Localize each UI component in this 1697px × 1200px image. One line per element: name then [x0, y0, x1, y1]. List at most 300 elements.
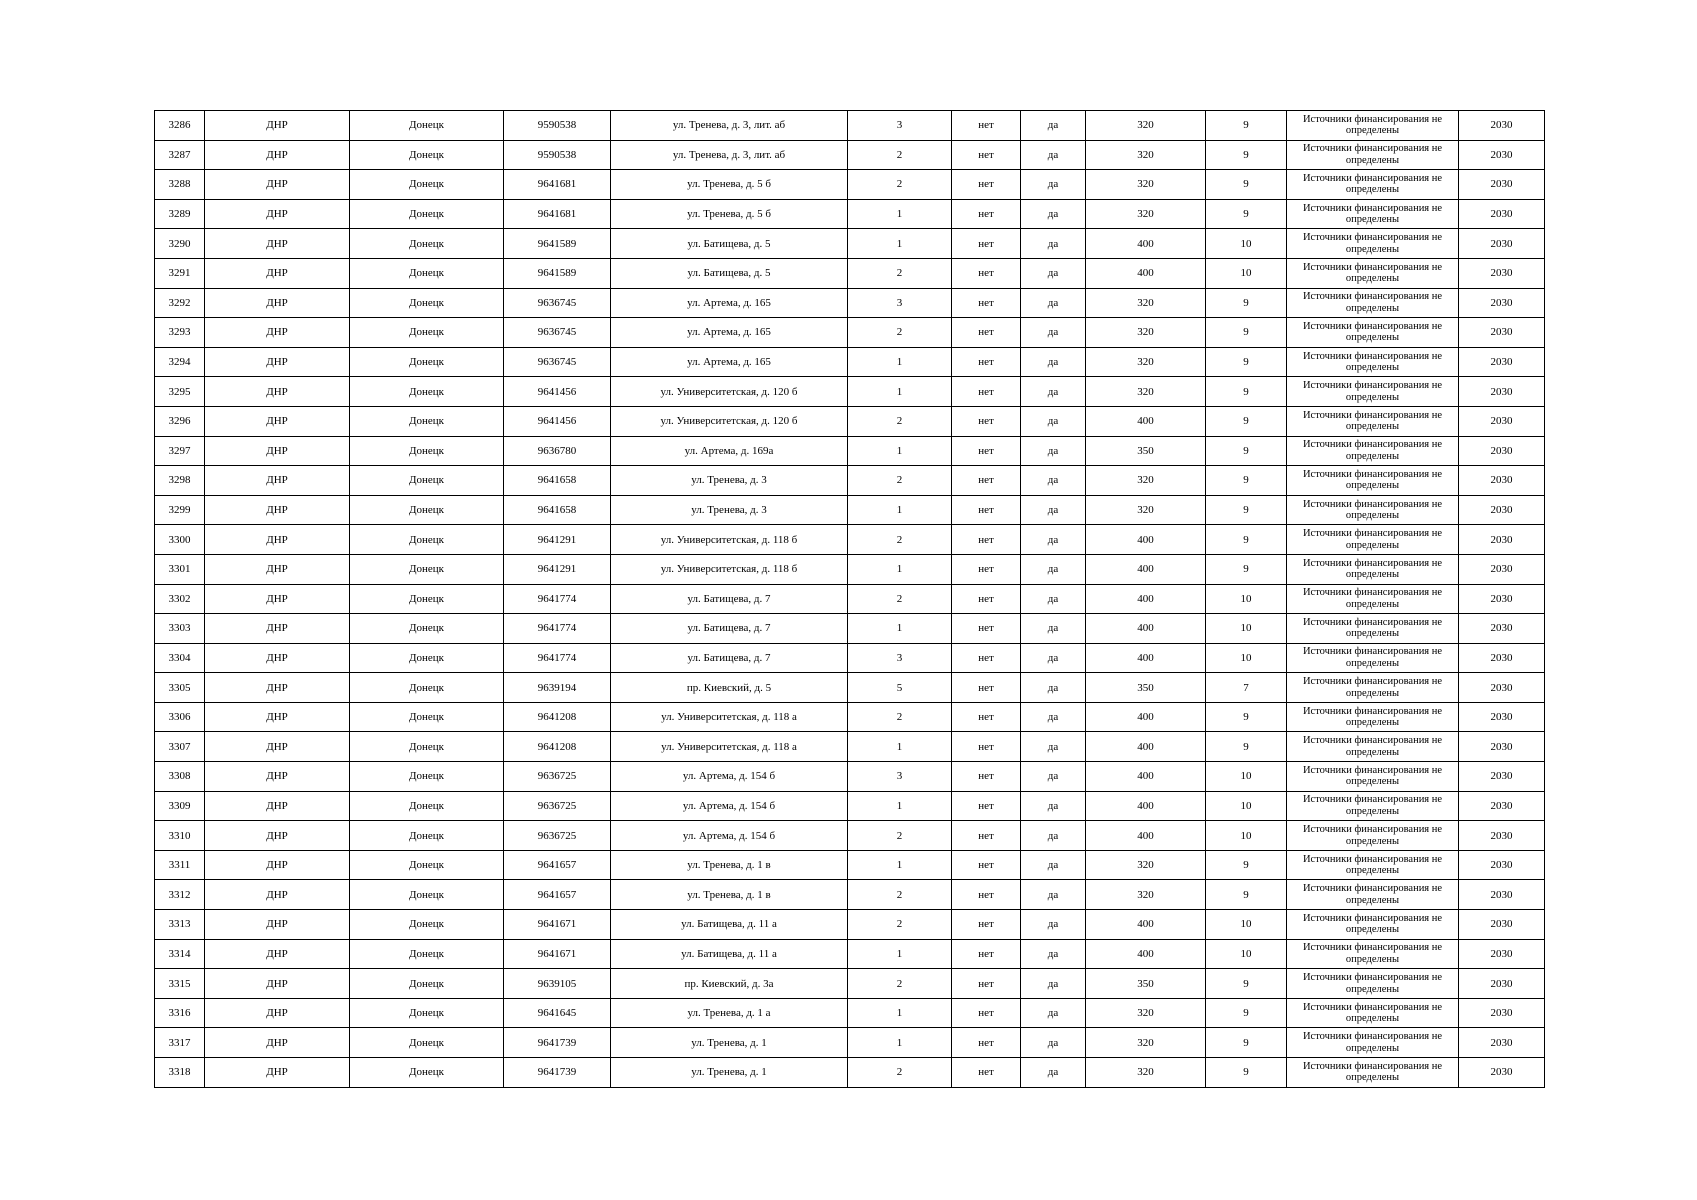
quantity-cell: 9 — [1206, 406, 1287, 436]
year-cell: 2030 — [1459, 1028, 1545, 1058]
funding-note-cell: Источники финансирования не определены — [1287, 614, 1459, 644]
object-code-cell: 9641589 — [504, 229, 611, 259]
row-number-cell: 3316 — [155, 998, 205, 1028]
entrance-cell: 2 — [848, 584, 952, 614]
row-number-cell: 3298 — [155, 466, 205, 496]
table-row — [155, 199, 1545, 229]
funding-note-cell: Источники финансирования не определены — [1287, 1058, 1459, 1088]
address-cell: ул. Артема, д. 169а — [611, 436, 848, 466]
amount-cell: 320 — [1086, 377, 1206, 407]
flag-no-cell: нет — [952, 258, 1021, 288]
year-cell: 2030 — [1459, 732, 1545, 762]
address-cell: ул. Университетская, д. 118 б — [611, 525, 848, 555]
amount-cell: 320 — [1086, 347, 1206, 377]
funding-note-cell: Источники финансирования не определены — [1287, 821, 1459, 851]
amount-cell: 320 — [1086, 288, 1206, 318]
data-table — [154, 110, 1545, 1088]
table-row — [155, 436, 1545, 466]
object-code-cell: 9641291 — [504, 554, 611, 584]
quantity-cell: 9 — [1206, 318, 1287, 348]
quantity-cell: 9 — [1206, 111, 1287, 141]
quantity-cell: 9 — [1206, 702, 1287, 732]
city-cell: Донецк — [350, 998, 504, 1028]
amount-cell: 320 — [1086, 318, 1206, 348]
flag-no-cell: нет — [952, 466, 1021, 496]
table-row — [155, 170, 1545, 200]
flag-no-cell: нет — [952, 614, 1021, 644]
row-number-cell: 3296 — [155, 406, 205, 436]
flag-yes-cell: да — [1021, 347, 1086, 377]
flag-no-cell: нет — [952, 762, 1021, 792]
table-row — [155, 495, 1545, 525]
flag-no-cell: нет — [952, 643, 1021, 673]
year-cell: 2030 — [1459, 939, 1545, 969]
table-row — [155, 111, 1545, 141]
funding-note-cell: Источники финансирования не определены — [1287, 762, 1459, 792]
table-row — [155, 347, 1545, 377]
table-row — [155, 584, 1545, 614]
city-cell: Донецк — [350, 791, 504, 821]
table-row — [155, 258, 1545, 288]
quantity-cell: 9 — [1206, 554, 1287, 584]
flag-yes-cell: да — [1021, 199, 1086, 229]
region-cell: ДНР — [205, 910, 350, 940]
table-row — [155, 614, 1545, 644]
entrance-cell: 2 — [848, 466, 952, 496]
address-cell: ул. Тренева, д. 3, лит. аб — [611, 140, 848, 170]
object-code-cell: 9641671 — [504, 910, 611, 940]
table-row — [155, 1058, 1545, 1088]
year-cell: 2030 — [1459, 466, 1545, 496]
table-row — [155, 732, 1545, 762]
amount-cell: 400 — [1086, 791, 1206, 821]
address-cell: ул. Батищева, д. 11 а — [611, 910, 848, 940]
amount-cell: 400 — [1086, 939, 1206, 969]
row-number-cell: 3306 — [155, 702, 205, 732]
table-row — [155, 318, 1545, 348]
funding-note-cell: Источники финансирования не определены — [1287, 111, 1459, 141]
flag-yes-cell: да — [1021, 584, 1086, 614]
amount-cell: 400 — [1086, 554, 1206, 584]
flag-yes-cell: да — [1021, 673, 1086, 703]
table-row — [155, 140, 1545, 170]
address-cell: ул. Тренева, д. 3, лит. аб — [611, 111, 848, 141]
funding-note-cell: Источники финансирования не определены — [1287, 199, 1459, 229]
amount-cell: 320 — [1086, 466, 1206, 496]
entrance-cell: 1 — [848, 495, 952, 525]
region-cell: ДНР — [205, 821, 350, 851]
flag-no-cell: нет — [952, 939, 1021, 969]
amount-cell: 320 — [1086, 1058, 1206, 1088]
city-cell: Донецк — [350, 643, 504, 673]
region-cell: ДНР — [205, 347, 350, 377]
year-cell: 2030 — [1459, 288, 1545, 318]
flag-yes-cell: да — [1021, 1058, 1086, 1088]
flag-yes-cell: да — [1021, 762, 1086, 792]
funding-note-cell: Источники финансирования не определены — [1287, 702, 1459, 732]
entrance-cell: 2 — [848, 910, 952, 940]
address-cell: ул. Батищева, д. 5 — [611, 258, 848, 288]
amount-cell: 400 — [1086, 732, 1206, 762]
quantity-cell: 9 — [1206, 525, 1287, 555]
city-cell: Донецк — [350, 111, 504, 141]
quantity-cell: 9 — [1206, 495, 1287, 525]
city-cell: Донецк — [350, 702, 504, 732]
amount-cell: 400 — [1086, 406, 1206, 436]
table-row — [155, 850, 1545, 880]
flag-yes-cell: да — [1021, 821, 1086, 851]
funding-note-cell: Источники финансирования не определены — [1287, 910, 1459, 940]
region-cell: ДНР — [205, 288, 350, 318]
quantity-cell: 10 — [1206, 939, 1287, 969]
address-cell: ул. Артема, д. 165 — [611, 347, 848, 377]
funding-note-cell: Источники финансирования не определены — [1287, 584, 1459, 614]
entrance-cell: 2 — [848, 969, 952, 999]
region-cell: ДНР — [205, 466, 350, 496]
funding-note-cell: Источники финансирования не определены — [1287, 732, 1459, 762]
flag-no-cell: нет — [952, 525, 1021, 555]
entrance-cell: 1 — [848, 554, 952, 584]
flag-yes-cell: да — [1021, 525, 1086, 555]
entrance-cell: 1 — [848, 998, 952, 1028]
row-number-cell: 3299 — [155, 495, 205, 525]
city-cell: Донецк — [350, 406, 504, 436]
entrance-cell: 3 — [848, 762, 952, 792]
flag-no-cell: нет — [952, 377, 1021, 407]
entrance-cell: 2 — [848, 880, 952, 910]
amount-cell: 320 — [1086, 199, 1206, 229]
object-code-cell: 9636725 — [504, 821, 611, 851]
region-cell: ДНР — [205, 377, 350, 407]
funding-note-cell: Источники финансирования не определены — [1287, 140, 1459, 170]
table-row — [155, 377, 1545, 407]
flag-yes-cell: да — [1021, 643, 1086, 673]
quantity-cell: 10 — [1206, 258, 1287, 288]
city-cell: Донецк — [350, 377, 504, 407]
flag-yes-cell: да — [1021, 111, 1086, 141]
entrance-cell: 3 — [848, 288, 952, 318]
amount-cell: 350 — [1086, 673, 1206, 703]
flag-yes-cell: да — [1021, 170, 1086, 200]
city-cell: Донецк — [350, 584, 504, 614]
quantity-cell: 9 — [1206, 998, 1287, 1028]
table-row — [155, 939, 1545, 969]
year-cell: 2030 — [1459, 998, 1545, 1028]
object-code-cell: 9641774 — [504, 614, 611, 644]
region-cell: ДНР — [205, 762, 350, 792]
city-cell: Донецк — [350, 880, 504, 910]
address-cell: ул. Батищева, д. 11 а — [611, 939, 848, 969]
amount-cell: 320 — [1086, 880, 1206, 910]
row-number-cell: 3315 — [155, 969, 205, 999]
flag-no-cell: нет — [952, 318, 1021, 348]
entrance-cell: 1 — [848, 614, 952, 644]
year-cell: 2030 — [1459, 554, 1545, 584]
city-cell: Донецк — [350, 258, 504, 288]
flag-yes-cell: да — [1021, 258, 1086, 288]
funding-note-cell: Источники финансирования не определены — [1287, 969, 1459, 999]
city-cell: Донецк — [350, 229, 504, 259]
year-cell: 2030 — [1459, 406, 1545, 436]
amount-cell: 400 — [1086, 762, 1206, 792]
quantity-cell: 9 — [1206, 377, 1287, 407]
address-cell: ул. Батищева, д. 7 — [611, 614, 848, 644]
entrance-cell: 2 — [848, 702, 952, 732]
year-cell: 2030 — [1459, 347, 1545, 377]
amount-cell: 400 — [1086, 258, 1206, 288]
entrance-cell: 2 — [848, 1058, 952, 1088]
region-cell: ДНР — [205, 1058, 350, 1088]
table-row — [155, 525, 1545, 555]
table-row — [155, 821, 1545, 851]
object-code-cell: 9636725 — [504, 791, 611, 821]
region-cell: ДНР — [205, 791, 350, 821]
object-code-cell: 9641681 — [504, 199, 611, 229]
flag-yes-cell: да — [1021, 1028, 1086, 1058]
address-cell: пр. Киевский, д. 5 — [611, 673, 848, 703]
quantity-cell: 9 — [1206, 850, 1287, 880]
amount-cell: 320 — [1086, 495, 1206, 525]
object-code-cell: 9641774 — [504, 643, 611, 673]
funding-note-cell: Источники финансирования не определены — [1287, 850, 1459, 880]
flag-yes-cell: да — [1021, 998, 1086, 1028]
flag-yes-cell: да — [1021, 554, 1086, 584]
entrance-cell: 2 — [848, 525, 952, 555]
row-number-cell: 3312 — [155, 880, 205, 910]
object-code-cell: 9641671 — [504, 939, 611, 969]
quantity-cell: 9 — [1206, 880, 1287, 910]
entrance-cell: 1 — [848, 199, 952, 229]
region-cell: ДНР — [205, 436, 350, 466]
city-cell: Донецк — [350, 1058, 504, 1088]
table-row — [155, 288, 1545, 318]
flag-yes-cell: да — [1021, 702, 1086, 732]
quantity-cell: 9 — [1206, 436, 1287, 466]
row-number-cell: 3302 — [155, 584, 205, 614]
year-cell: 2030 — [1459, 643, 1545, 673]
table-row — [155, 466, 1545, 496]
year-cell: 2030 — [1459, 111, 1545, 141]
region-cell: ДНР — [205, 673, 350, 703]
year-cell: 2030 — [1459, 170, 1545, 200]
object-code-cell: 9641291 — [504, 525, 611, 555]
row-number-cell: 3311 — [155, 850, 205, 880]
address-cell: ул. Тренева, д. 5 б — [611, 170, 848, 200]
quantity-cell: 9 — [1206, 1028, 1287, 1058]
entrance-cell: 1 — [848, 791, 952, 821]
city-cell: Донецк — [350, 969, 504, 999]
object-code-cell: 9641739 — [504, 1028, 611, 1058]
object-code-cell: 9641589 — [504, 258, 611, 288]
flag-yes-cell: да — [1021, 850, 1086, 880]
entrance-cell: 2 — [848, 258, 952, 288]
region-cell: ДНР — [205, 111, 350, 141]
entrance-cell: 1 — [848, 939, 952, 969]
year-cell: 2030 — [1459, 969, 1545, 999]
amount-cell: 320 — [1086, 998, 1206, 1028]
city-cell: Донецк — [350, 495, 504, 525]
year-cell: 2030 — [1459, 377, 1545, 407]
quantity-cell: 10 — [1206, 584, 1287, 614]
object-code-cell: 9641681 — [504, 170, 611, 200]
city-cell: Донецк — [350, 939, 504, 969]
quantity-cell: 9 — [1206, 140, 1287, 170]
amount-cell: 350 — [1086, 436, 1206, 466]
address-cell: ул. Университетская, д. 118 б — [611, 554, 848, 584]
region-cell: ДНР — [205, 939, 350, 969]
flag-no-cell: нет — [952, 821, 1021, 851]
row-number-cell: 3313 — [155, 910, 205, 940]
amount-cell: 400 — [1086, 910, 1206, 940]
year-cell: 2030 — [1459, 880, 1545, 910]
year-cell: 2030 — [1459, 821, 1545, 851]
city-cell: Донецк — [350, 318, 504, 348]
flag-no-cell: нет — [952, 288, 1021, 318]
quantity-cell: 9 — [1206, 170, 1287, 200]
city-cell: Донецк — [350, 199, 504, 229]
address-cell: ул. Артема, д. 154 б — [611, 821, 848, 851]
city-cell: Донецк — [350, 762, 504, 792]
year-cell: 2030 — [1459, 199, 1545, 229]
object-code-cell: 9641657 — [504, 850, 611, 880]
flag-yes-cell: да — [1021, 495, 1086, 525]
entrance-cell: 2 — [848, 821, 952, 851]
flag-no-cell: нет — [952, 347, 1021, 377]
address-cell: ул. Тренева, д. 1 — [611, 1028, 848, 1058]
table-row — [155, 406, 1545, 436]
row-number-cell: 3292 — [155, 288, 205, 318]
table-row — [155, 554, 1545, 584]
city-cell: Донецк — [350, 614, 504, 644]
flag-no-cell: нет — [952, 111, 1021, 141]
object-code-cell: 9636725 — [504, 762, 611, 792]
city-cell: Донецк — [350, 466, 504, 496]
object-code-cell: 9641658 — [504, 495, 611, 525]
amount-cell: 400 — [1086, 229, 1206, 259]
entrance-cell: 1 — [848, 850, 952, 880]
quantity-cell: 9 — [1206, 199, 1287, 229]
region-cell: ДНР — [205, 554, 350, 584]
object-code-cell: 9641657 — [504, 880, 611, 910]
flag-no-cell: нет — [952, 140, 1021, 170]
entrance-cell: 2 — [848, 170, 952, 200]
row-number-cell: 3308 — [155, 762, 205, 792]
funding-note-cell: Источники финансирования не определены — [1287, 643, 1459, 673]
table-row — [155, 969, 1545, 999]
flag-yes-cell: да — [1021, 939, 1086, 969]
region-cell: ДНР — [205, 140, 350, 170]
address-cell: ул. Тренева, д. 5 б — [611, 199, 848, 229]
amount-cell: 400 — [1086, 584, 1206, 614]
address-cell: ул. Тренева, д. 3 — [611, 495, 848, 525]
funding-note-cell: Источники финансирования не определены — [1287, 347, 1459, 377]
quantity-cell: 10 — [1206, 229, 1287, 259]
region-cell: ДНР — [205, 495, 350, 525]
entrance-cell: 2 — [848, 406, 952, 436]
funding-note-cell: Источники финансирования не определены — [1287, 1028, 1459, 1058]
table-row — [155, 229, 1545, 259]
entrance-cell: 1 — [848, 436, 952, 466]
city-cell: Донецк — [350, 821, 504, 851]
entrance-cell: 1 — [848, 347, 952, 377]
funding-note-cell: Источники финансирования не определены — [1287, 525, 1459, 555]
funding-note-cell: Источники финансирования не определены — [1287, 880, 1459, 910]
entrance-cell: 1 — [848, 732, 952, 762]
year-cell: 2030 — [1459, 318, 1545, 348]
year-cell: 2030 — [1459, 850, 1545, 880]
year-cell: 2030 — [1459, 584, 1545, 614]
flag-no-cell: нет — [952, 880, 1021, 910]
row-number-cell: 3295 — [155, 377, 205, 407]
region-cell: ДНР — [205, 584, 350, 614]
funding-note-cell: Источники финансирования не определены — [1287, 377, 1459, 407]
flag-yes-cell: да — [1021, 910, 1086, 940]
funding-note-cell: Источники финансирования не определены — [1287, 406, 1459, 436]
region-cell: ДНР — [205, 732, 350, 762]
table-row — [155, 1028, 1545, 1058]
year-cell: 2030 — [1459, 614, 1545, 644]
object-code-cell: 9639194 — [504, 673, 611, 703]
region-cell: ДНР — [205, 406, 350, 436]
table-row — [155, 762, 1545, 792]
funding-note-cell: Источники финансирования не определены — [1287, 229, 1459, 259]
flag-no-cell: нет — [952, 732, 1021, 762]
region-cell: ДНР — [205, 318, 350, 348]
flag-yes-cell: да — [1021, 406, 1086, 436]
address-cell: ул. Университетская, д. 120 б — [611, 377, 848, 407]
year-cell: 2030 — [1459, 436, 1545, 466]
funding-note-cell: Источники финансирования не определены — [1287, 998, 1459, 1028]
flag-yes-cell: да — [1021, 880, 1086, 910]
address-cell: ул. Тренева, д. 1 в — [611, 850, 848, 880]
flag-no-cell: нет — [952, 170, 1021, 200]
object-code-cell: 9636745 — [504, 288, 611, 318]
funding-note-cell: Источники финансирования не определены — [1287, 258, 1459, 288]
entrance-cell: 5 — [848, 673, 952, 703]
city-cell: Донецк — [350, 288, 504, 318]
city-cell: Донецк — [350, 850, 504, 880]
table-row — [155, 643, 1545, 673]
row-number-cell: 3286 — [155, 111, 205, 141]
flag-no-cell: нет — [952, 850, 1021, 880]
year-cell: 2030 — [1459, 229, 1545, 259]
entrance-cell: 3 — [848, 643, 952, 673]
object-code-cell: 9641208 — [504, 732, 611, 762]
quantity-cell: 7 — [1206, 673, 1287, 703]
object-code-cell: 9590538 — [504, 140, 611, 170]
amount-cell: 400 — [1086, 702, 1206, 732]
address-cell: ул. Артема, д. 154 б — [611, 762, 848, 792]
year-cell: 2030 — [1459, 791, 1545, 821]
quantity-cell: 10 — [1206, 821, 1287, 851]
flag-no-cell: нет — [952, 554, 1021, 584]
flag-no-cell: нет — [952, 495, 1021, 525]
city-cell: Донецк — [350, 347, 504, 377]
city-cell: Донецк — [350, 436, 504, 466]
flag-no-cell: нет — [952, 969, 1021, 999]
row-number-cell: 3297 — [155, 436, 205, 466]
address-cell: ул. Тренева, д. 1 — [611, 1058, 848, 1088]
object-code-cell: 9641456 — [504, 406, 611, 436]
year-cell: 2030 — [1459, 1058, 1545, 1088]
table-row — [155, 673, 1545, 703]
year-cell: 2030 — [1459, 910, 1545, 940]
address-cell: ул. Тренева, д. 1 а — [611, 998, 848, 1028]
object-code-cell: 9641658 — [504, 466, 611, 496]
flag-yes-cell: да — [1021, 614, 1086, 644]
region-cell: ДНР — [205, 199, 350, 229]
address-cell: ул. Артема, д. 165 — [611, 288, 848, 318]
